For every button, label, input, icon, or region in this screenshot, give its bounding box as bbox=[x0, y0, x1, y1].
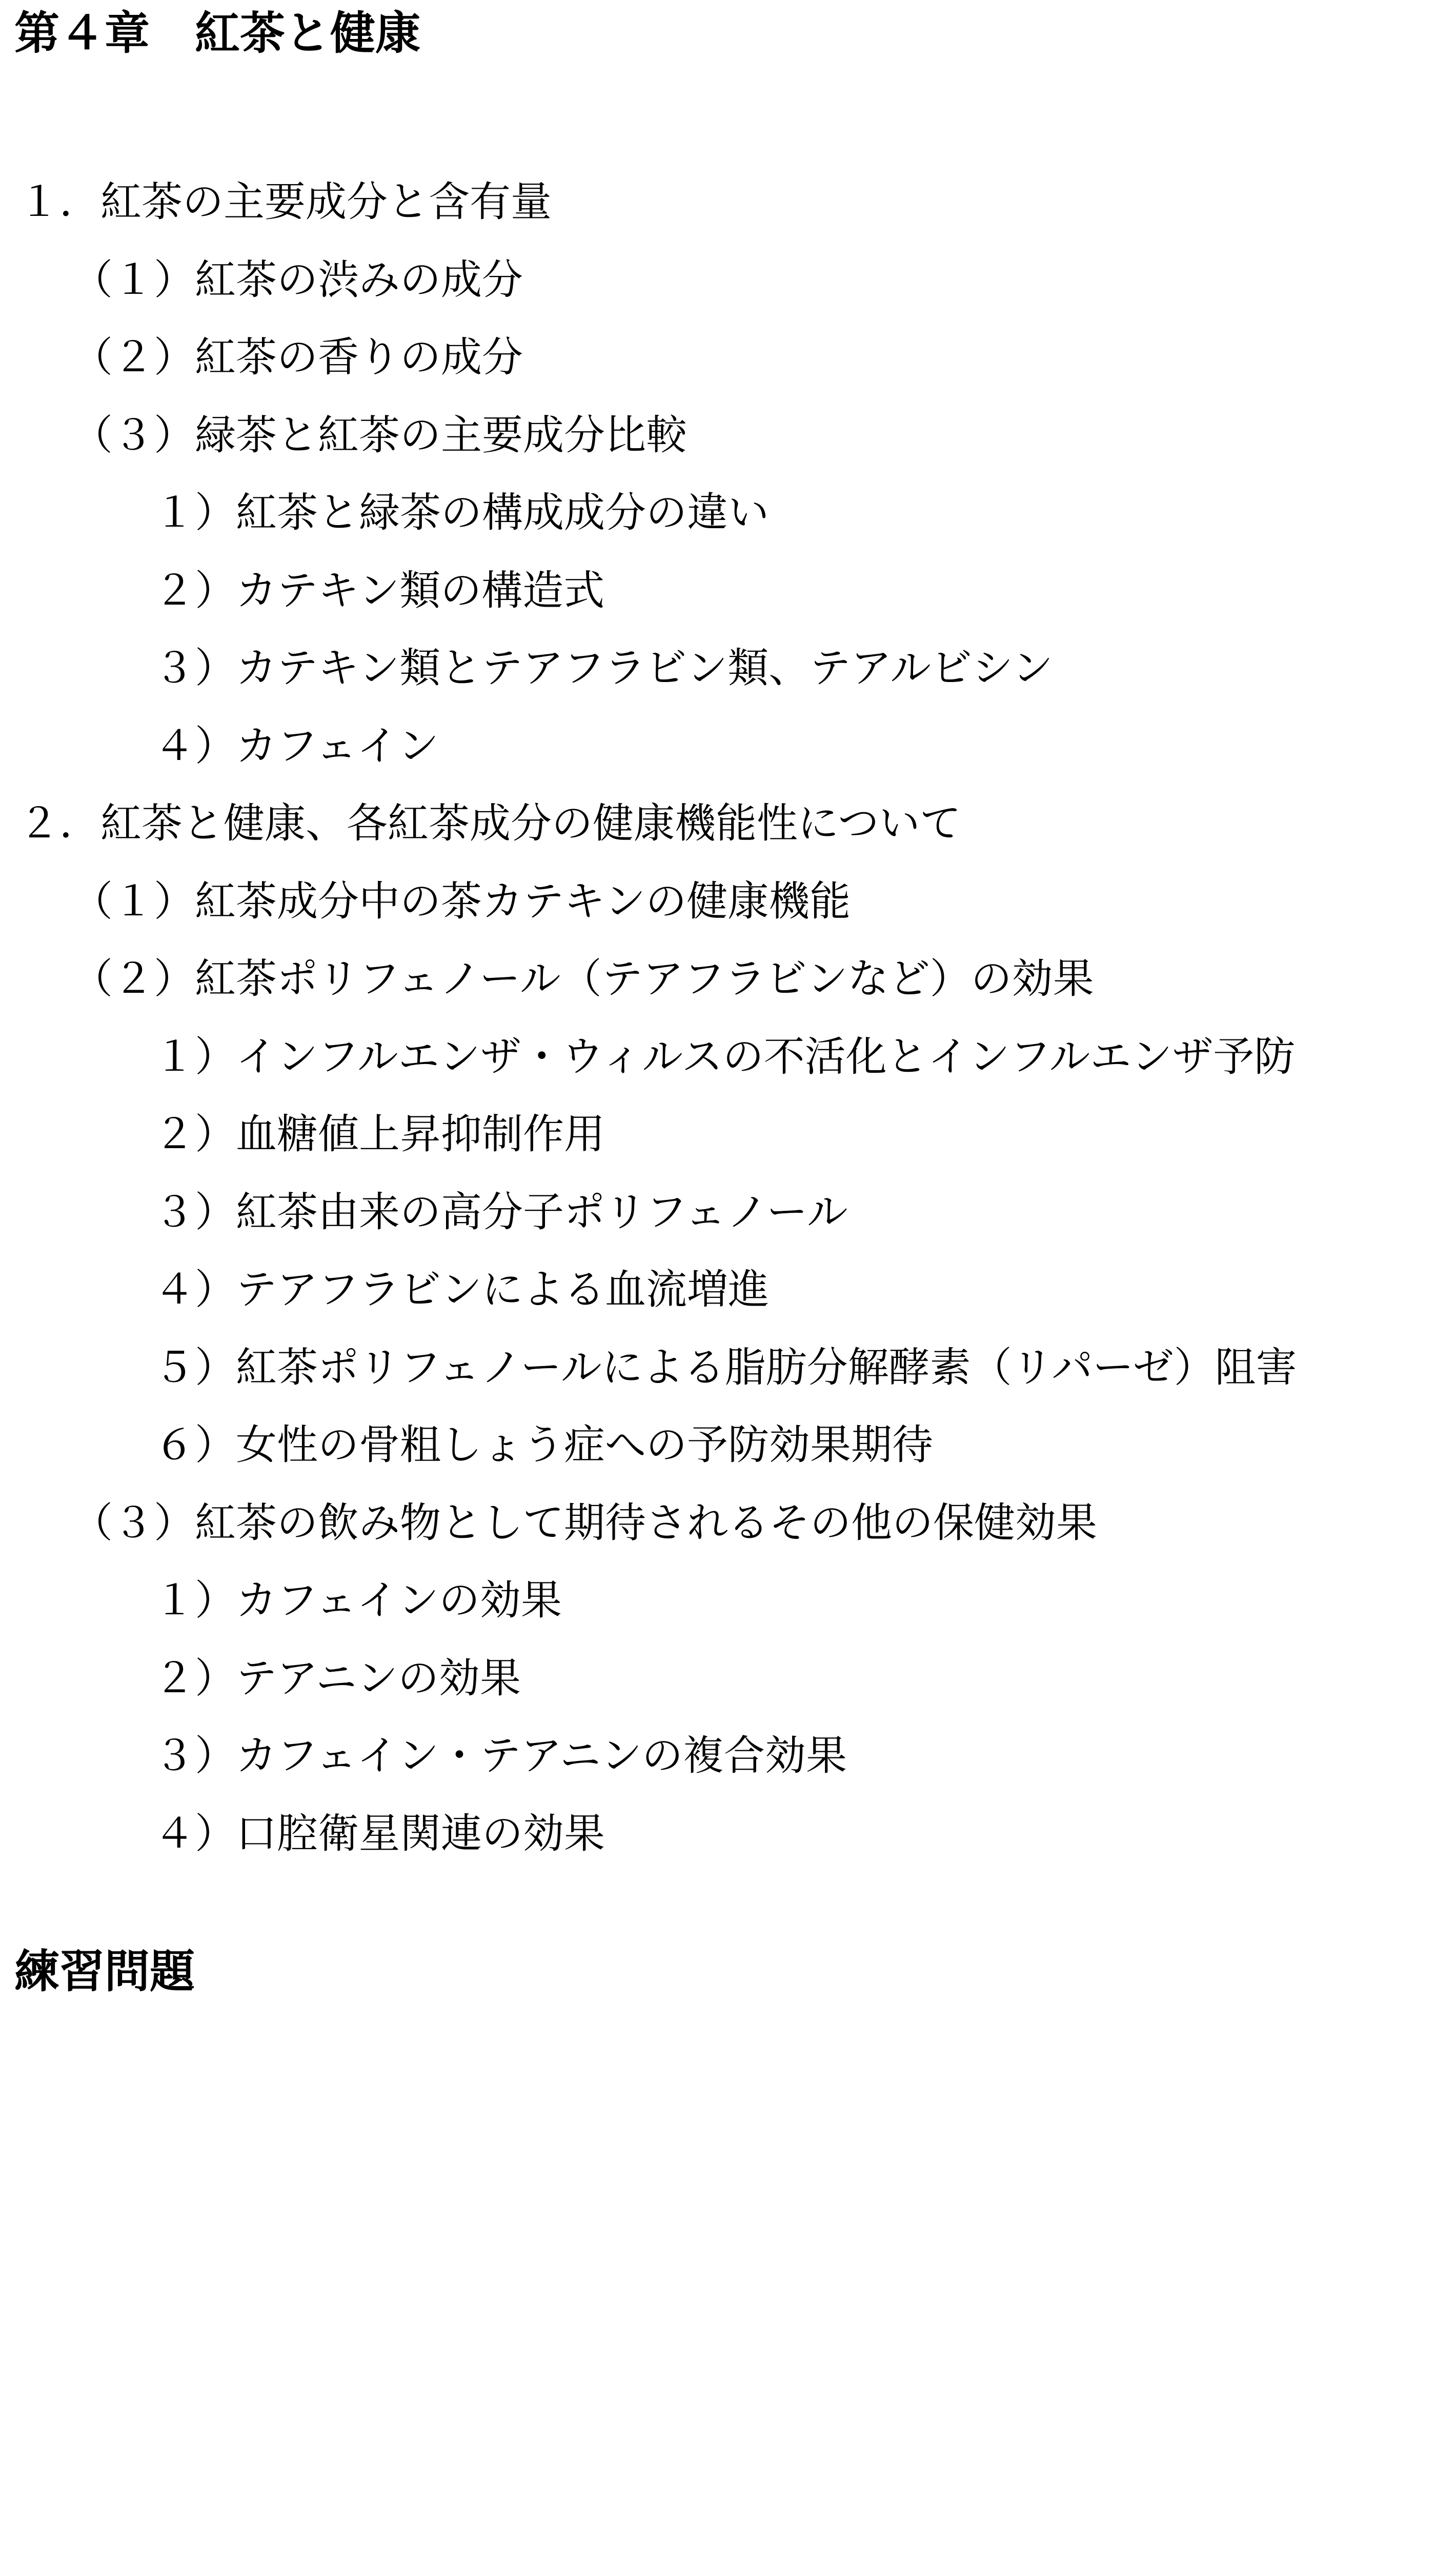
toc-item-level-3: １）カフェインの効果 bbox=[154, 1576, 562, 1624]
toc-item-level-3: １）紅茶と緑茶の構成成分の違い bbox=[154, 489, 769, 536]
toc-item-level-3: ４）テアフラビンによる血流増進 bbox=[154, 1266, 769, 1313]
toc-item-level-2: （３）紅茶の飲み物として期待されるその他の保健効果 bbox=[72, 1498, 1097, 1547]
toc-item-level-1: １．紅茶の主要成分と含有量 bbox=[18, 178, 552, 226]
toc-item-level-2: （１）紅茶の渋みの成分 bbox=[72, 255, 523, 304]
toc-item-level-3: ３）カテキン類とテアフラビン類、テアルビシン bbox=[154, 644, 1053, 692]
toc-item-level-2: （２）紅茶ポリフェノール（テアフラビンなど）の効果 bbox=[72, 955, 1094, 1003]
toc-item-level-3: ３）カフェイン・テアニンの複合効果 bbox=[154, 1732, 847, 1779]
toc-item-level-2: （２）紅茶の香りの成分 bbox=[72, 333, 523, 381]
toc-item-level-3: ２）テアニンの効果 bbox=[154, 1654, 521, 1702]
toc-item-level-3: ２）カテキン類の構造式 bbox=[154, 566, 605, 614]
chapter-title: 第４章 紅茶と健康 bbox=[14, 7, 421, 59]
toc-item-level-3: ６）女性の骨粗しょう症への予防効果期待 bbox=[154, 1421, 933, 1469]
toc-item-level-1: ２．紅茶と健康、各紅茶成分の健康機能性について bbox=[18, 799, 961, 847]
toc-item-level-2: （１）紅茶成分中の茶カテキンの健康機能 bbox=[72, 877, 851, 925]
toc-item-level-3: ３）紅茶由来の高分子ポリフェノール bbox=[154, 1188, 848, 1236]
toc-item-level-3: １）インフルエンザ・ウィルスの不活化とインフルエンザ予防 bbox=[154, 1032, 1296, 1080]
toc-item-level-2: （３）緑茶と紅茶の主要成分比較 bbox=[72, 411, 687, 459]
exercise-section-title: 練習問題 bbox=[14, 1945, 195, 1998]
toc-item-level-3: ５）紅茶ポリフェノールによる脂肪分解酵素（リパーゼ）阻害 bbox=[154, 1343, 1297, 1391]
table-of-contents bbox=[0, 163, 1297, 1872]
toc-item-level-3: ２）血糖値上昇抑制作用 bbox=[154, 1110, 605, 1158]
toc-item-level-3: ４）口腔衛星関連の効果 bbox=[154, 1809, 605, 1857]
toc-item-level-3: ４）カフェイン bbox=[154, 722, 439, 770]
